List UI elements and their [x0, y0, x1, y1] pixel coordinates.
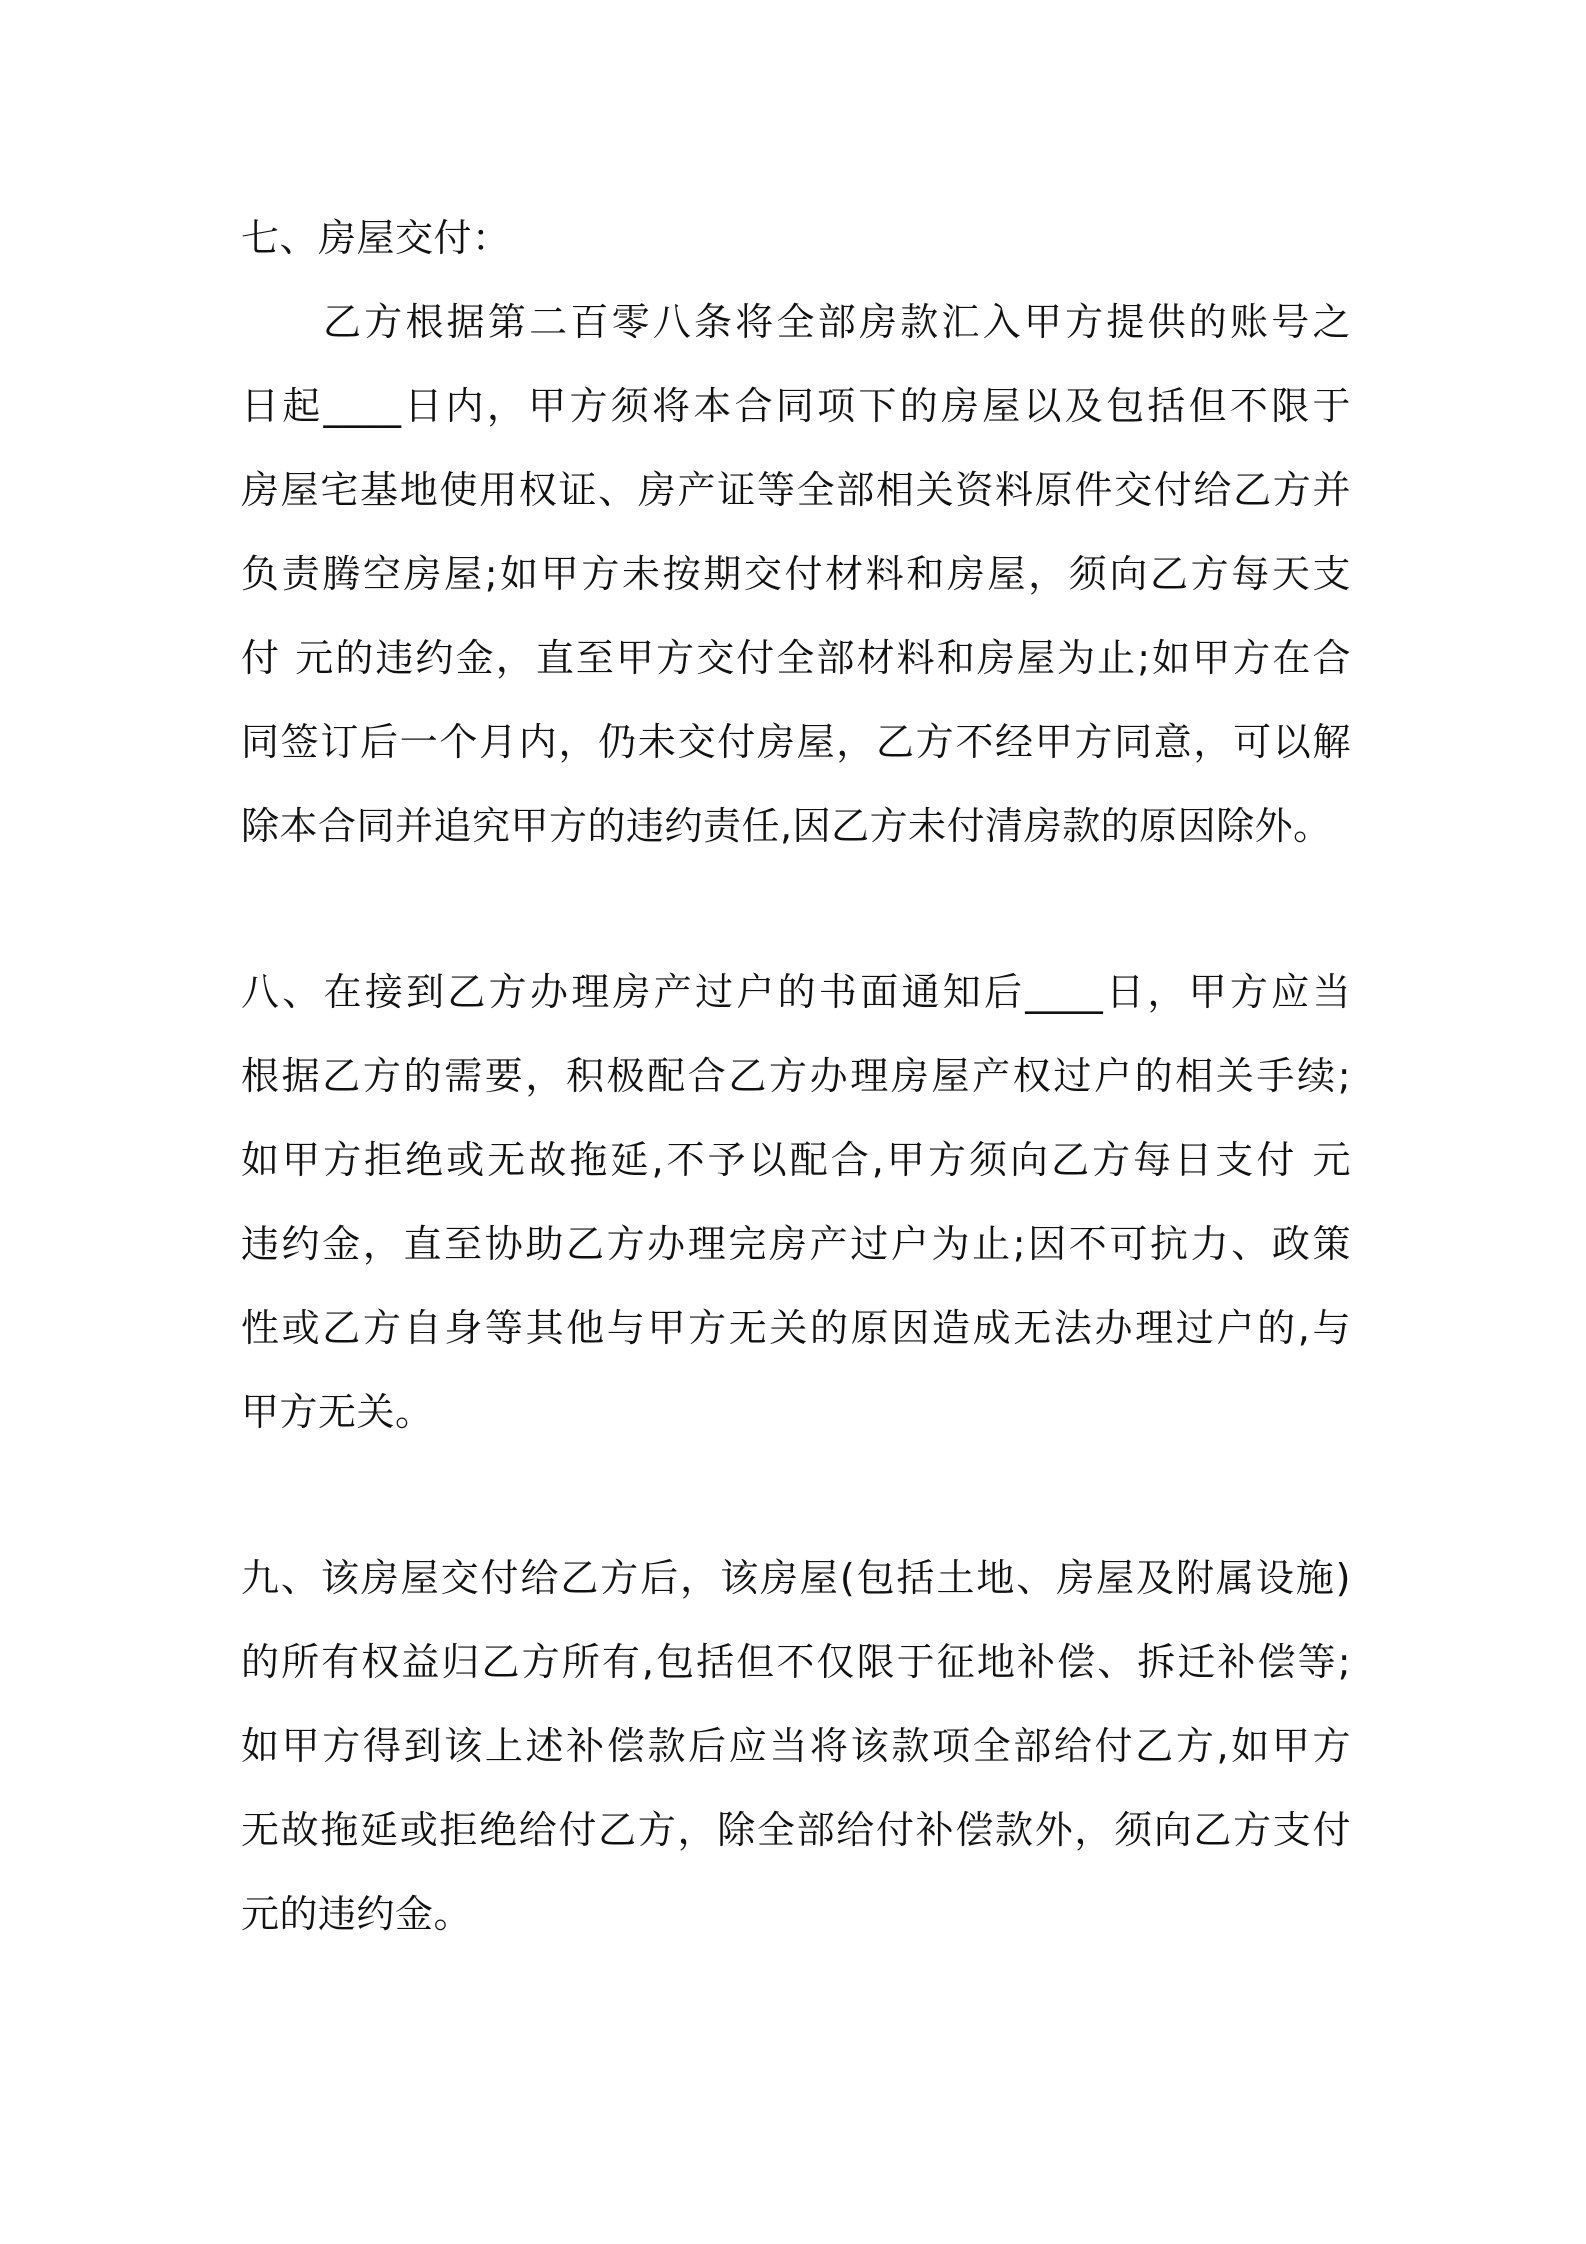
document-body: [241, 196, 1351, 1956]
section-9-line-5: 元的违约金。: [241, 1892, 473, 1936]
section-7-line-3: 房屋宅基地使用权证、房产证等全部相关资料原件交付给乙方并: [241, 468, 1351, 512]
section-8-title-transfer: [241, 950, 1351, 1454]
section-8-line-4: 违约金，直至协助乙方办理完房产过户为止;因不可抗力、政策: [241, 1222, 1351, 1266]
section-7-line-5: 付 元的违约金，直至甲方交付全部材料和房屋为止;如甲方在合: [241, 636, 1351, 680]
section-7-line-4: 负责腾空房屋;如甲方未按期交付材料和房屋，须向乙方每天支: [241, 552, 1351, 596]
section-9-line-4: 无故拖延或拒绝给付乙方，除全部给付补偿款外，须向乙方支付: [241, 1808, 1351, 1852]
section-8-line-3: 如甲方拒绝或无故拖延,不予以配合,甲方须向乙方每日支付 元: [241, 1138, 1351, 1182]
section-7-line-1: 乙方根据第二百零八条将全部房款汇入甲方提供的账号之: [323, 300, 1351, 344]
section-8-line-5: 性或乙方自身等其他与甲方无关的原因造成无法办理过户的,与: [241, 1306, 1351, 1350]
section-7-house-delivery: [241, 196, 1351, 868]
section-7-heading: 七、房屋交付：: [241, 216, 511, 260]
section-spacer: [241, 868, 1351, 950]
section-9-line-2: 的所有权益归乙方所有,包括但不仅限于征地补偿、拆迁补偿等;: [241, 1640, 1351, 1684]
section-8-line-2: 根据乙方的需要，积极配合乙方办理房屋产权过户的相关手续;: [241, 1054, 1351, 1098]
section-7-line-2: 日起____日内，甲方须将本合同项下的房屋以及包括但不限于: [241, 384, 1351, 428]
section-9-rights-compensation: [241, 1536, 1351, 1956]
section-7-line-7: 除本合同并追究甲方的违约责任,因乙方未付清房款的原因除外。: [241, 804, 1332, 848]
section-7-line-6: 同签订后一个月内，仍未交付房屋，乙方不经甲方同意，可以解: [241, 720, 1351, 764]
section-spacer: [241, 1454, 1351, 1536]
section-9-line-1: 九、该房屋交付给乙方后，该房屋(包括土地、房屋及附属设施): [241, 1556, 1351, 1600]
section-8-line-6: 甲方无关。: [241, 1390, 434, 1434]
section-9-line-3: 如甲方得到该上述补偿款后应当将该款项全部给付乙方,如甲方: [241, 1724, 1351, 1768]
section-8-line-1: 八、在接到乙方办理房产过户的书面通知后____日，甲方应当: [241, 970, 1351, 1014]
